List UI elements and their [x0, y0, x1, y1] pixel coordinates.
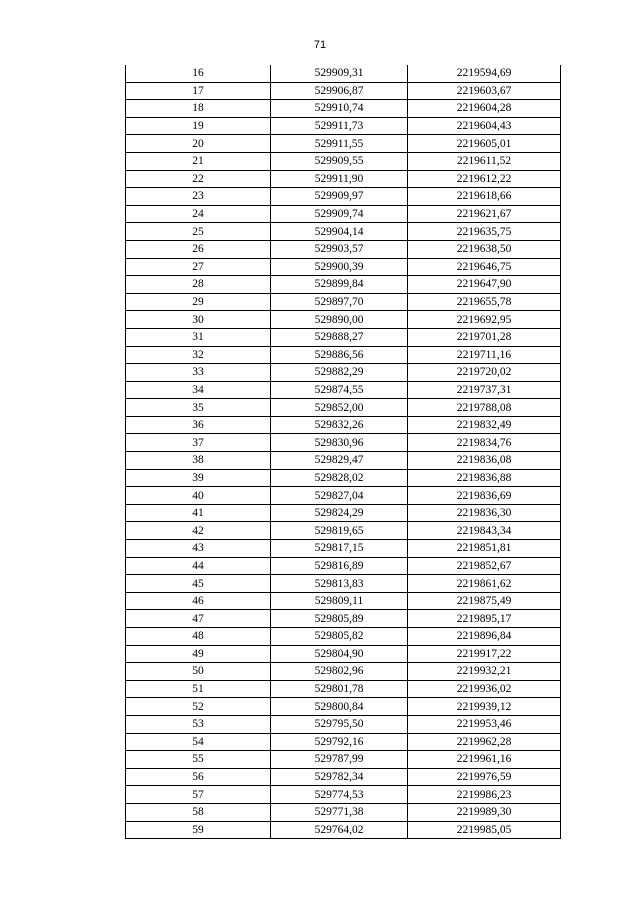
point-number-cell: 47: [126, 610, 271, 628]
y-coordinate-cell: 2219655,78: [408, 293, 561, 311]
y-coordinate-cell: 2219962,28: [408, 733, 561, 751]
table-row: [126, 786, 561, 804]
x-coordinate-cell: 529800,84: [271, 698, 408, 716]
point-number-cell: 39: [126, 469, 271, 487]
table-row: [126, 452, 561, 470]
coordinates-table-body: [126, 65, 561, 839]
x-coordinate-cell: 529804,90: [271, 645, 408, 663]
y-coordinate-cell: 2219932,21: [408, 663, 561, 681]
x-coordinate-cell: 529828,02: [271, 469, 408, 487]
point-number-cell: 34: [126, 381, 271, 399]
y-coordinate-cell: 2219843,34: [408, 522, 561, 540]
table-row: [126, 65, 561, 82]
y-coordinate-cell: 2219611,52: [408, 152, 561, 170]
point-number-cell: 44: [126, 557, 271, 575]
x-coordinate-cell: 529911,90: [271, 170, 408, 188]
point-number-cell: 46: [126, 592, 271, 610]
table-row: [126, 434, 561, 452]
table-row: [126, 364, 561, 382]
y-coordinate-cell: 2219989,30: [408, 803, 561, 821]
x-coordinate-cell: 529897,70: [271, 293, 408, 311]
table-row: [126, 346, 561, 364]
y-coordinate-cell: 2219896,84: [408, 628, 561, 646]
y-coordinate-cell: 2219720,02: [408, 364, 561, 382]
y-coordinate-cell: 2219953,46: [408, 715, 561, 733]
y-coordinate-cell: 2219861,62: [408, 575, 561, 593]
y-coordinate-cell: 2219895,17: [408, 610, 561, 628]
table-row: [126, 205, 561, 223]
point-number-cell: 57: [126, 786, 271, 804]
table-row: [126, 557, 561, 575]
point-number-cell: 40: [126, 487, 271, 505]
x-coordinate-cell: 529819,65: [271, 522, 408, 540]
y-coordinate-cell: 2219976,59: [408, 768, 561, 786]
table-row: [126, 82, 561, 100]
x-coordinate-cell: 529886,56: [271, 346, 408, 364]
point-number-cell: 54: [126, 733, 271, 751]
table-row: [126, 592, 561, 610]
point-number-cell: 30: [126, 311, 271, 329]
table-row: [126, 487, 561, 505]
point-number-cell: 18: [126, 100, 271, 118]
point-number-cell: 48: [126, 628, 271, 646]
point-number-cell: 32: [126, 346, 271, 364]
y-coordinate-cell: 2219961,16: [408, 751, 561, 769]
x-coordinate-cell: 529774,53: [271, 786, 408, 804]
y-coordinate-cell: 2219875,49: [408, 592, 561, 610]
point-number-cell: 17: [126, 82, 271, 100]
x-coordinate-cell: 529909,31: [271, 65, 408, 82]
x-coordinate-cell: 529888,27: [271, 328, 408, 346]
x-coordinate-cell: 529795,50: [271, 715, 408, 733]
y-coordinate-cell: 2219646,75: [408, 258, 561, 276]
y-coordinate-cell: 2219832,49: [408, 416, 561, 434]
x-coordinate-cell: 529802,96: [271, 663, 408, 681]
x-coordinate-cell: 529911,73: [271, 117, 408, 135]
y-coordinate-cell: 2219701,28: [408, 328, 561, 346]
table-row: [126, 504, 561, 522]
table-row: [126, 399, 561, 417]
y-coordinate-cell: 2219917,22: [408, 645, 561, 663]
x-coordinate-cell: 529801,78: [271, 680, 408, 698]
table-row: [126, 293, 561, 311]
table-row: [126, 152, 561, 170]
point-number-cell: 21: [126, 152, 271, 170]
x-coordinate-cell: 529764,02: [271, 821, 408, 839]
x-coordinate-cell: 529890,00: [271, 311, 408, 329]
table-row: [126, 663, 561, 681]
point-number-cell: 19: [126, 117, 271, 135]
table-row: [126, 803, 561, 821]
x-coordinate-cell: 529817,15: [271, 540, 408, 558]
point-number-cell: 41: [126, 504, 271, 522]
point-number-cell: 51: [126, 680, 271, 698]
y-coordinate-cell: 2219603,67: [408, 82, 561, 100]
point-number-cell: 36: [126, 416, 271, 434]
point-number-cell: 42: [126, 522, 271, 540]
point-number-cell: 25: [126, 223, 271, 241]
point-number-cell: 31: [126, 328, 271, 346]
y-coordinate-cell: 2219851,81: [408, 540, 561, 558]
table-row: [126, 575, 561, 593]
x-coordinate-cell: 529904,14: [271, 223, 408, 241]
y-coordinate-cell: 2219836,88: [408, 469, 561, 487]
y-coordinate-cell: 2219594,69: [408, 65, 561, 82]
table-row: [126, 751, 561, 769]
y-coordinate-cell: 2219621,67: [408, 205, 561, 223]
table-row: [126, 188, 561, 206]
y-coordinate-cell: 2219936,02: [408, 680, 561, 698]
table-row: [126, 117, 561, 135]
table-row: [126, 240, 561, 258]
y-coordinate-cell: 2219647,90: [408, 276, 561, 294]
y-coordinate-cell: 2219834,76: [408, 434, 561, 452]
table-row: [126, 522, 561, 540]
y-coordinate-cell: 2219711,16: [408, 346, 561, 364]
table-row: [126, 311, 561, 329]
table-row: [126, 170, 561, 188]
x-coordinate-cell: 529910,74: [271, 100, 408, 118]
table-row: [126, 698, 561, 716]
x-coordinate-cell: 529909,97: [271, 188, 408, 206]
y-coordinate-cell: 2219788,08: [408, 399, 561, 417]
table-row: [126, 733, 561, 751]
page-number: 71: [313, 39, 327, 51]
x-coordinate-cell: 529805,82: [271, 628, 408, 646]
x-coordinate-cell: 529813,83: [271, 575, 408, 593]
x-coordinate-cell: 529852,00: [271, 399, 408, 417]
x-coordinate-cell: 529911,55: [271, 135, 408, 153]
table-row: [126, 100, 561, 118]
y-coordinate-cell: 2219939,12: [408, 698, 561, 716]
x-coordinate-cell: 529816,89: [271, 557, 408, 575]
table-row: [126, 715, 561, 733]
table-row: [126, 416, 561, 434]
x-coordinate-cell: 529824,29: [271, 504, 408, 522]
point-number-cell: 33: [126, 364, 271, 382]
point-number-cell: 29: [126, 293, 271, 311]
table-row: [126, 645, 561, 663]
y-coordinate-cell: 2219836,69: [408, 487, 561, 505]
point-number-cell: 27: [126, 258, 271, 276]
y-coordinate-cell: 2219692,95: [408, 311, 561, 329]
table-row: [126, 628, 561, 646]
point-number-cell: 53: [126, 715, 271, 733]
point-number-cell: 52: [126, 698, 271, 716]
y-coordinate-cell: 2219852,67: [408, 557, 561, 575]
x-coordinate-cell: 529909,74: [271, 205, 408, 223]
x-coordinate-cell: 529830,96: [271, 434, 408, 452]
x-coordinate-cell: 529827,04: [271, 487, 408, 505]
table-row: [126, 680, 561, 698]
table-row: [126, 223, 561, 241]
point-number-cell: 16: [126, 65, 271, 82]
x-coordinate-cell: 529874,55: [271, 381, 408, 399]
y-coordinate-cell: 2219605,01: [408, 135, 561, 153]
y-coordinate-cell: 2219836,30: [408, 504, 561, 522]
table-row: [126, 258, 561, 276]
table-row: [126, 381, 561, 399]
x-coordinate-cell: 529899,84: [271, 276, 408, 294]
point-number-cell: 59: [126, 821, 271, 839]
x-coordinate-cell: 529787,99: [271, 751, 408, 769]
y-coordinate-cell: 2219836,08: [408, 452, 561, 470]
point-number-cell: 56: [126, 768, 271, 786]
x-coordinate-cell: 529805,89: [271, 610, 408, 628]
y-coordinate-cell: 2219604,43: [408, 117, 561, 135]
x-coordinate-cell: 529909,55: [271, 152, 408, 170]
table-row: [126, 328, 561, 346]
x-coordinate-cell: 529782,34: [271, 768, 408, 786]
coordinates-table: [125, 65, 561, 839]
y-coordinate-cell: 2219986,23: [408, 786, 561, 804]
point-number-cell: 20: [126, 135, 271, 153]
x-coordinate-cell: 529829,47: [271, 452, 408, 470]
x-coordinate-cell: 529771,38: [271, 803, 408, 821]
point-number-cell: 24: [126, 205, 271, 223]
x-coordinate-cell: 529903,57: [271, 240, 408, 258]
x-coordinate-cell: 529792,16: [271, 733, 408, 751]
x-coordinate-cell: 529906,87: [271, 82, 408, 100]
x-coordinate-cell: 529809,11: [271, 592, 408, 610]
y-coordinate-cell: 2219612,22: [408, 170, 561, 188]
point-number-cell: 58: [126, 803, 271, 821]
point-number-cell: 22: [126, 170, 271, 188]
x-coordinate-cell: 529832,26: [271, 416, 408, 434]
point-number-cell: 50: [126, 663, 271, 681]
table-row: [126, 469, 561, 487]
x-coordinate-cell: 529900,39: [271, 258, 408, 276]
y-coordinate-cell: 2219638,50: [408, 240, 561, 258]
y-coordinate-cell: 2219985,05: [408, 821, 561, 839]
table-row: [126, 540, 561, 558]
table-row: [126, 610, 561, 628]
point-number-cell: 45: [126, 575, 271, 593]
y-coordinate-cell: 2219635,75: [408, 223, 561, 241]
table-row: [126, 276, 561, 294]
y-coordinate-cell: 2219618,66: [408, 188, 561, 206]
y-coordinate-cell: 2219737,31: [408, 381, 561, 399]
point-number-cell: 26: [126, 240, 271, 258]
point-number-cell: 55: [126, 751, 271, 769]
table-row: [126, 821, 561, 839]
point-number-cell: 37: [126, 434, 271, 452]
point-number-cell: 43: [126, 540, 271, 558]
point-number-cell: 35: [126, 399, 271, 417]
point-number-cell: 49: [126, 645, 271, 663]
x-coordinate-cell: 529882,29: [271, 364, 408, 382]
y-coordinate-cell: 2219604,28: [408, 100, 561, 118]
point-number-cell: 38: [126, 452, 271, 470]
point-number-cell: 23: [126, 188, 271, 206]
point-number-cell: 28: [126, 276, 271, 294]
table-row: [126, 135, 561, 153]
table-row: [126, 768, 561, 786]
